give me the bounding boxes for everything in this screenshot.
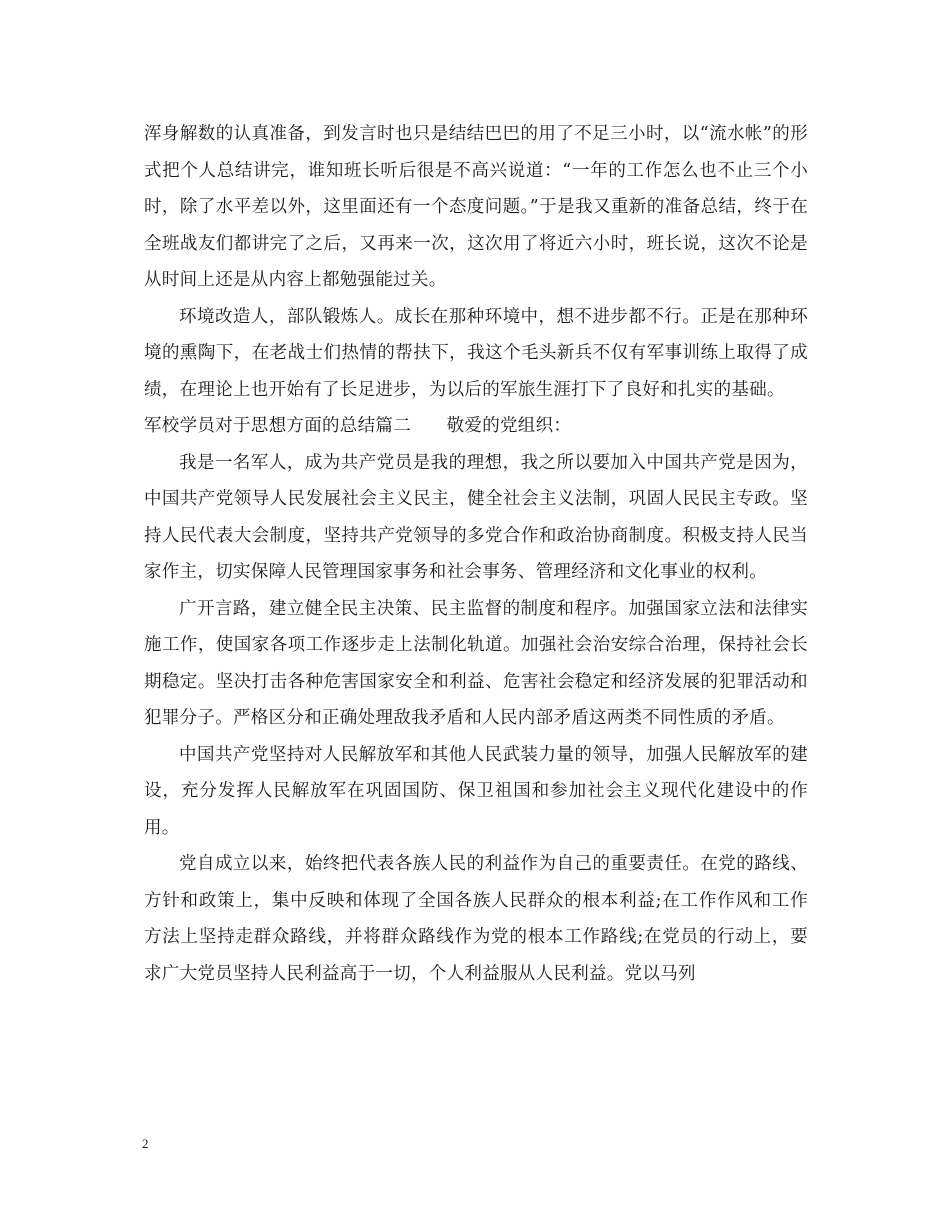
document-body — [144, 116, 808, 992]
paragraph: 广开言路，建立健全民主决策、民主监督的制度和程序。加强国家立法和法律实施工作，使国家各项工作逐步走上法制化轨道。加强社会治安综合治理，保持社会长期稳定。坚决打击各种危害国家安全和利益、危害社会稳定和经济发展的犯罪活动和犯罪分子。严格区分和正确处理敌我矛盾和人民内部矛盾这两类不同性质的矛盾。 — [144, 598, 808, 728]
paragraph: 我是一名军人，成为共产党员是我的理想，我之所以要加入中国共产党是因为，中国共产党领导人民发展社会主义民主，健全社会主义法制，巩固人民民主专政。坚持人民代表大会制度，坚持共产党领导的多党合作和政治协商制度。积极支持人民当家作主，切实保障人民管理国家事务和社会事务、管理经济和文化事业的权利。 — [144, 452, 808, 582]
paragraph: 环境改造人，部队锻炼人。成长在那种环境中，想不进步都不行。正是在那种环境的熏陶下，在老战士们热情的帮扶下，我这个毛头新兵不仅有军事训练上取得了成绩，在理论上也开始有了长足进步，为以后的军旅生涯打下了良好和扎实的基础。 — [144, 306, 808, 400]
page-number: 2 — [142, 1136, 149, 1151]
paragraph-continuation: 浑身解数的认真准备，到发言时也只是结结巴巴的用了不足三小时，以“流水帐”的形式把个人总结讲完，谁知班长听后很是不高兴说道：“一年的工作怎么也不止三个小时，除了水平差以外，这里面还有一个态度问题。”于是我又重新的准备总结，终于在全班战友们都讲完了之后，又再来一次，这次用了将近六小时，班长说，这次不论是从时间上还是从内容上都勉强能过关。 — [144, 124, 808, 290]
paragraph: 中国共产党坚持对人民解放军和其他人民武装力量的领导，加强人民解放军的建设，充分发挥人民解放军在巩固国防、保卫祖国和参加社会主义现代化建设中的作用。 — [144, 744, 808, 838]
section-heading: 军校学员对于思想方面的总结篇二 敬爱的党组织： — [144, 416, 572, 436]
paragraph: 党自成立以来，始终把代表各族人民的利益作为自己的重要责任。在党的路线、方针和政策上，集中反映和体现了全国各族人民群众的根本利益;在工作作风和工作方法上坚持走群众路线，并将群众路线作为党的根本工作路线;在党员的行动上，要求广大党员坚持人民利益高于一切，个人利益服从人民利益。党以马列 — [144, 854, 808, 984]
